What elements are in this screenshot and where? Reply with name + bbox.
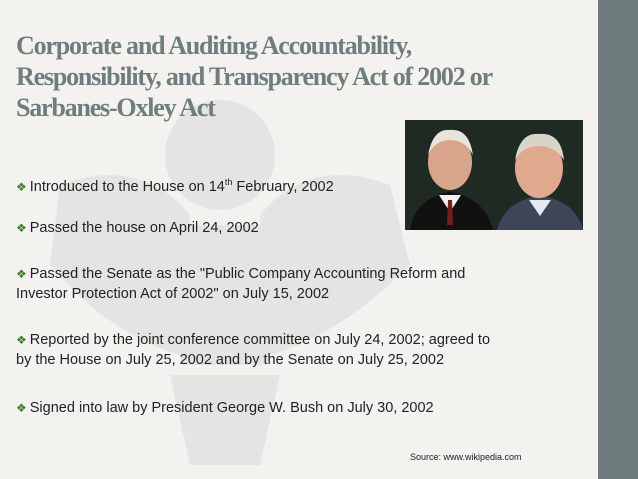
diamond-four-point-icon: ❖	[16, 267, 27, 281]
source-citation: Source: www.wikipedia.com	[410, 452, 522, 462]
diamond-four-point-icon: ❖	[16, 221, 27, 235]
list-item: ❖ Passed the Senate as the "Public Company Accounting Reform and Investor Protection Act of 2002" on July 15, 2002	[16, 266, 466, 302]
list-item: ❖ Introduced to the House on 14th February, 2002	[16, 177, 334, 195]
slide-title	[16, 30, 576, 123]
list-item: ❖ Reported by the joint conference committee on July 24, 2002; agreed to by the House on July 25, 2002 and by the Senate on July 25, 2002	[16, 332, 491, 368]
diamond-four-point-icon: ❖	[16, 333, 27, 347]
diamond-four-point-icon: ❖	[16, 179, 27, 194]
right-accent-bar	[598, 0, 638, 479]
title-line-3: Sarbanes-Oxley Act	[16, 93, 215, 122]
list-item: ❖ Signed into law by President George W. Bush on July 30, 2002	[16, 400, 434, 416]
portrait-photo	[405, 120, 583, 230]
title-line-1: Corporate and Auditing Accountability,	[16, 31, 412, 60]
list-item: ❖ Passed the house on April 24, 2002	[16, 220, 259, 236]
two-men-portrait-icon	[405, 120, 583, 230]
diamond-four-point-icon: ❖	[16, 401, 27, 415]
title-line-2: Responsibility, and Transparency Act of 2002 or	[16, 62, 492, 91]
